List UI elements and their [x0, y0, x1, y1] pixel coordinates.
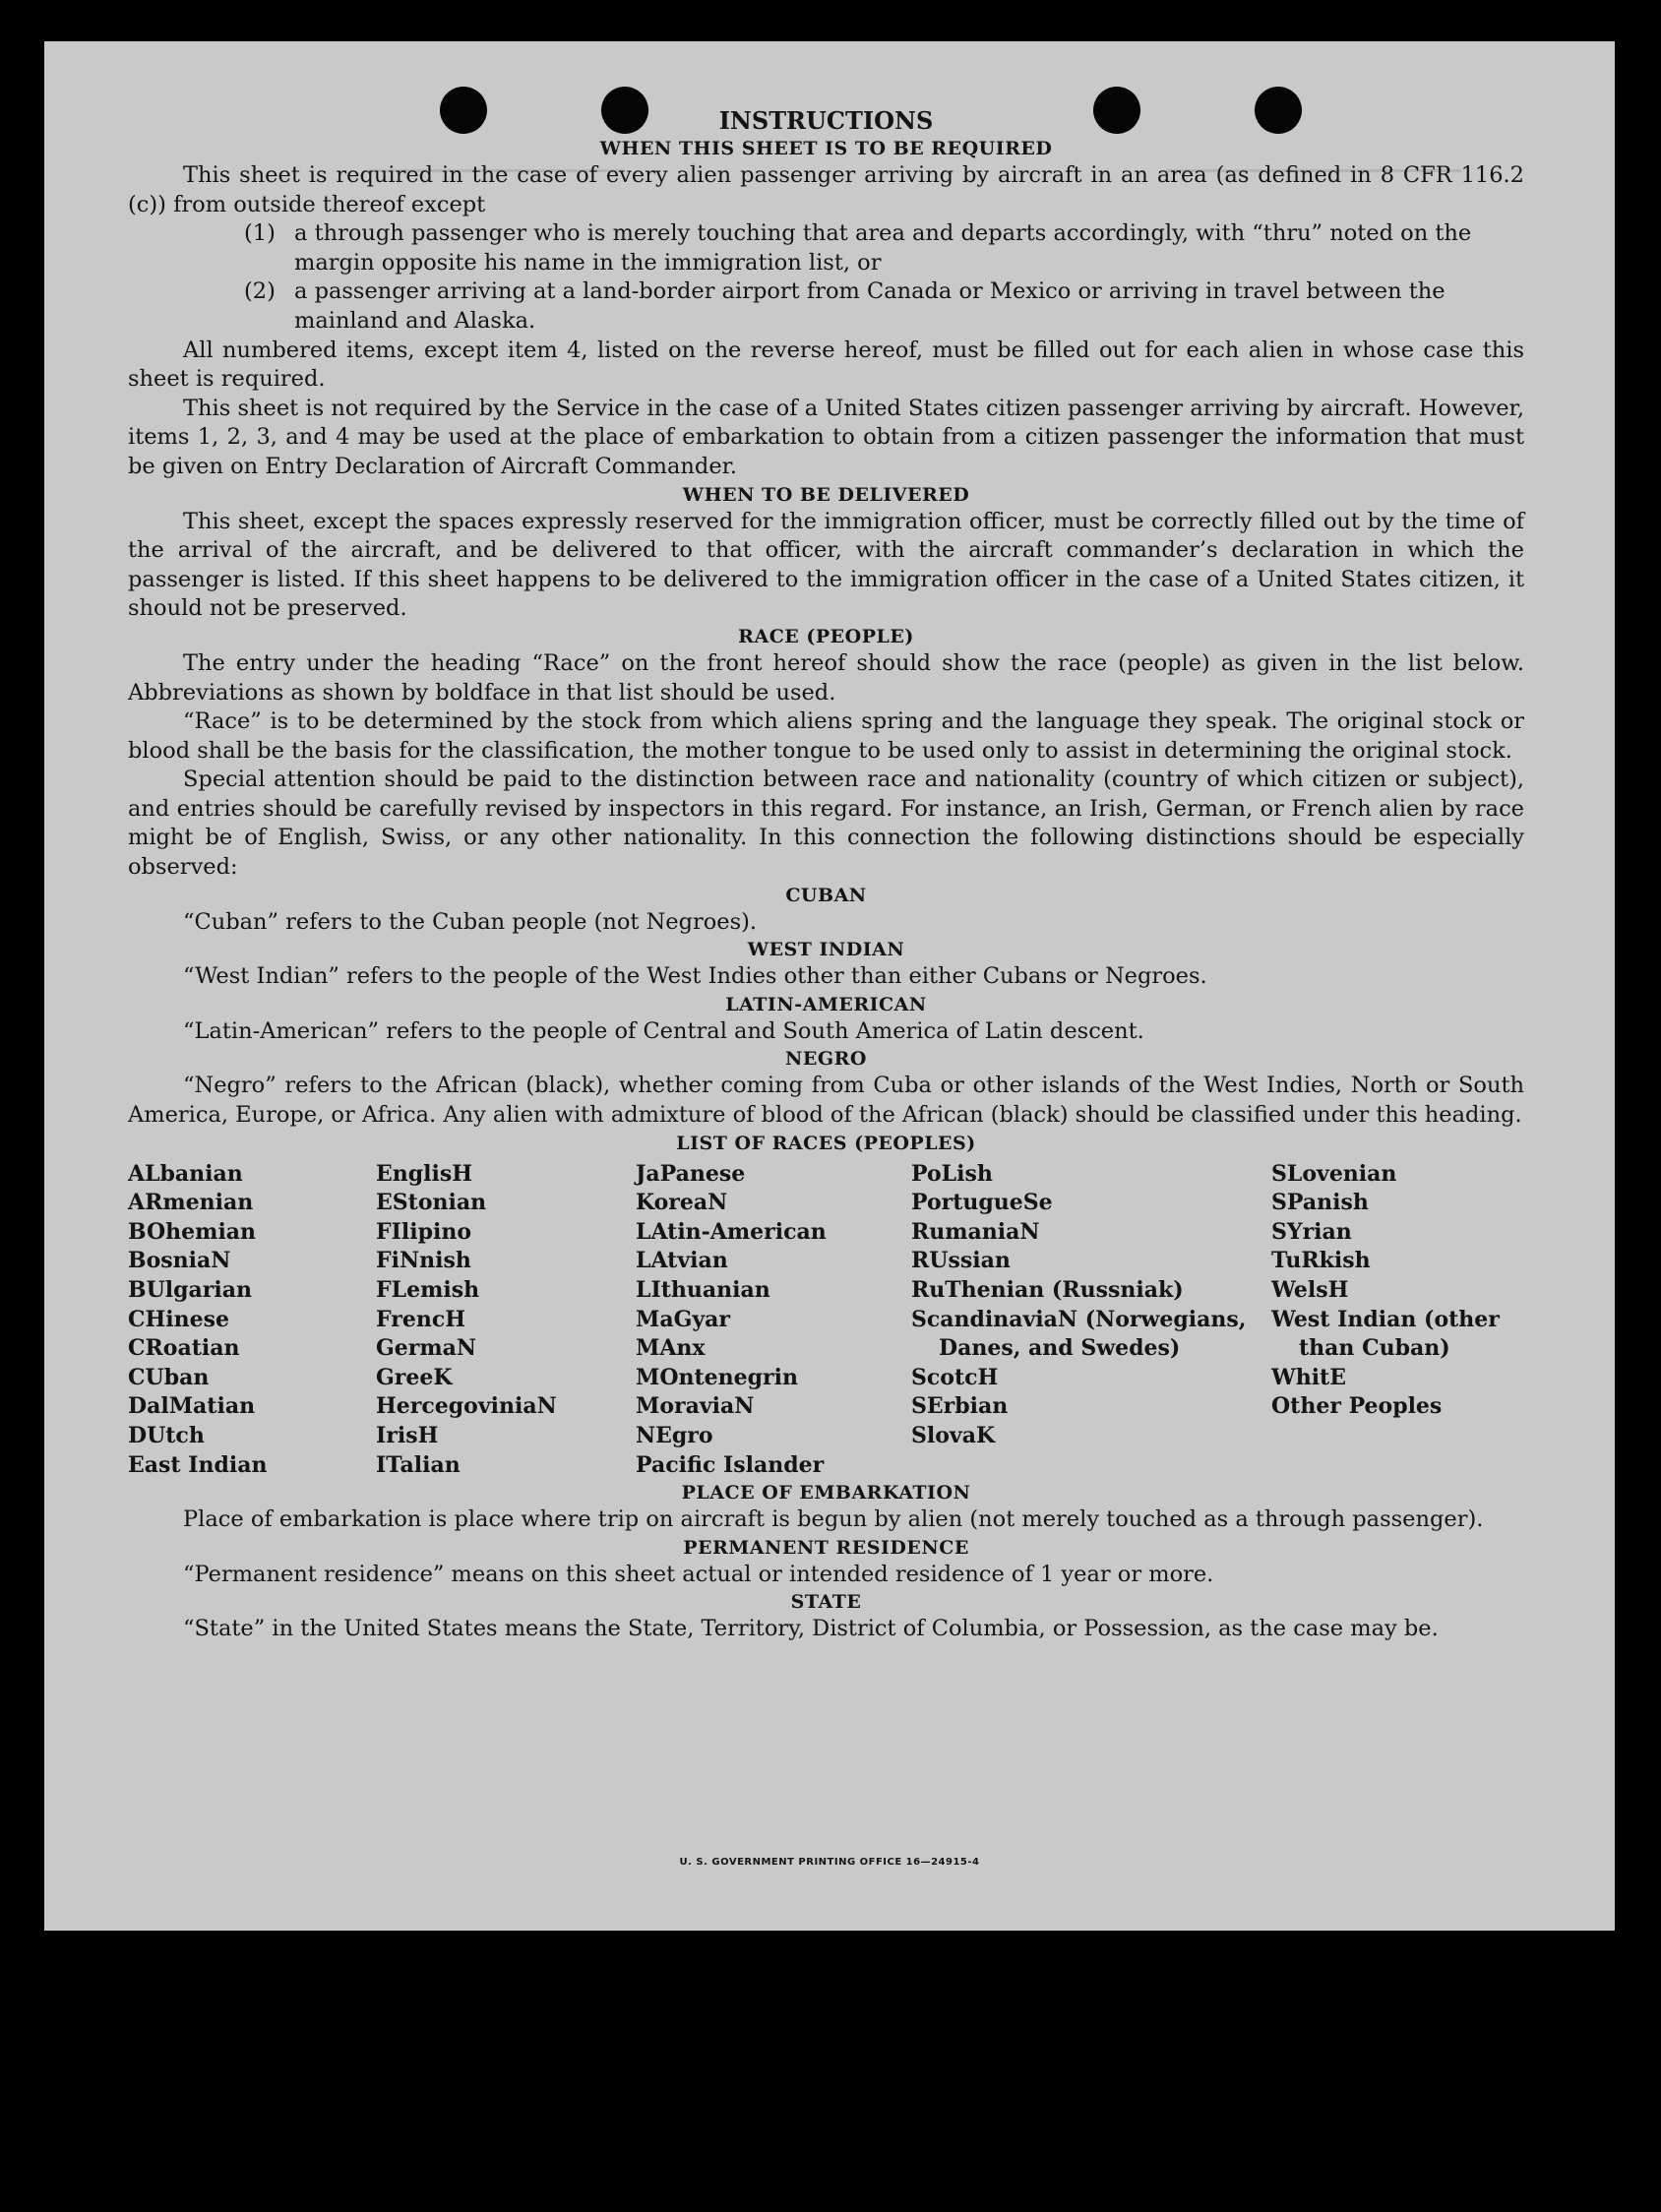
- exception-2-text: a passenger arriving at a land-border airport from Canada or Mexico or arriving in travel between the mainland and Alaska.: [294, 278, 1446, 334]
- race-paragraph-1: The entry under the heading “Race” on the front hereof should show the race (people) as given in the list below. Abbreviations as shown by boldface in that list should be used.: [128, 649, 1524, 706]
- race-list-item: PoLish: [911, 1160, 993, 1187]
- race-list-item: West Indian (other than Cuban): [1271, 1306, 1507, 1362]
- race-paragraph-3: Special attention should be paid to the distinction between race and nationality (country of which citizen or subject), and entries should be carefully revised by inspectors in this regard. For instance, an Irish, German, or French alien by race might be of English, Swiss, or any other nationality. In this connection the following distinctions should be especially observed:: [128, 767, 1524, 881]
- section-heading-negro: NEGRO: [785, 1048, 867, 1071]
- race-list-item: SlovaK: [911, 1422, 996, 1448]
- race-list-item: RuThenian (Russniak): [911, 1277, 1184, 1303]
- race-list-item: IrisH: [376, 1422, 439, 1448]
- race-list-item: WhitE: [1271, 1364, 1346, 1390]
- race-list-item: GreeK: [376, 1364, 453, 1390]
- race-list-item: EnglisH: [376, 1160, 473, 1187]
- race-list-item: CUban: [128, 1364, 210, 1390]
- exception-1-text: a through passenger who is merely touching that area and departs accordingly, with “thru” noted on the margin opposite his name in the immigration list, or: [294, 220, 1472, 276]
- exception-1-number: (1): [244, 220, 276, 247]
- race-column: [636, 1160, 911, 1481]
- race-list-item: PortugueSe: [911, 1190, 1053, 1216]
- race-list-item: MoraviaN: [636, 1393, 755, 1420]
- race-column: [128, 1160, 376, 1481]
- race-list-item: LAtin-American: [636, 1218, 827, 1245]
- race-list-item: KoreaN: [636, 1190, 728, 1216]
- race-list-item: Other Peoples: [1271, 1393, 1443, 1420]
- race-list-item: NEgro: [636, 1422, 713, 1448]
- required-paragraph-3: This sheet is not required by the Service in the case of a United States citizen passenger arriving by aircraft. However, items 1, 2, 3, and 4 may be used at the place of embarkation to obtain from a citizen passenger the information that must be given on Entry Declaration of Aircraft Commander.: [128, 395, 1524, 479]
- race-paragraph-2: “Race” is to be determined by the stock from which aliens spring and the language they speak. The original stock or blood shall be the basis for the classification, the mother tongue to be used only to assist in determining the original stock.: [128, 708, 1524, 764]
- required-paragraph-1: This sheet is required in the case of every alien passenger arriving by aircraft in an area (as defined in 8 CFR 116.2 (c)) from outside thereof except: [128, 162, 1524, 217]
- west-indian-paragraph: “West Indian” refers to the people of the West Indies other than either Cubans or Negroes.: [183, 963, 1207, 990]
- exception-2: [128, 277, 1524, 336]
- race-list-item: DUtch: [128, 1422, 205, 1448]
- section-heading-embarkation: PLACE OF EMBARKATION: [681, 1482, 971, 1505]
- race-list-item: MAnx: [636, 1335, 706, 1362]
- race-list-item: FIlipino: [376, 1218, 472, 1245]
- race-list-item: DalMatian: [128, 1393, 256, 1420]
- race-list-item: BUlgarian: [128, 1277, 252, 1303]
- race-list-item: MaGyar: [636, 1306, 731, 1332]
- residence-paragraph: “Permanent residence” means on this sheet actual or intended residence of 1 year or more.: [183, 1561, 1214, 1587]
- printer-imprint: U. S. GOVERNMENT PRINTING OFFICE 16—24915-4: [679, 1857, 980, 1868]
- embarkation-paragraph: Place of embarkation is place where trip on aircraft is begun by alien (not merely touched as a through passenger).: [183, 1506, 1484, 1533]
- race-list-item: ITalian: [376, 1451, 461, 1478]
- race-list-item: SLovenian: [1271, 1160, 1397, 1187]
- page-title: INSTRUCTIONS: [718, 106, 934, 135]
- section-heading-west-indian: WEST INDIAN: [747, 939, 905, 961]
- race-list-item: SYrian: [1271, 1218, 1352, 1245]
- race-list-item: ARmenian: [128, 1190, 254, 1216]
- race-list-item: LIthuanian: [636, 1277, 770, 1303]
- exception-1: [128, 219, 1524, 277]
- race-list-item: GermaN: [376, 1335, 477, 1362]
- race-list-item: FiNnish: [376, 1248, 471, 1274]
- race-list: [128, 1160, 1524, 1481]
- race-column: [376, 1160, 636, 1481]
- required-paragraph-2: All numbered items, except item 4, listed on the reverse hereof, must be filled out for each alien in whose case this sheet is required.: [128, 337, 1524, 393]
- race-list-item: RUssian: [911, 1248, 1011, 1274]
- instructions-body: [128, 106, 1524, 1644]
- race-list-item: Pacific Islander: [636, 1451, 825, 1478]
- document-sheet: [44, 41, 1615, 1931]
- race-list-item: SErbian: [911, 1393, 1009, 1420]
- section-heading-cuban: CUBAN: [785, 884, 867, 906]
- race-list-item: BOhemian: [128, 1218, 257, 1245]
- race-list-item: FrencH: [376, 1306, 465, 1332]
- section-heading-required: WHEN THIS SHEET IS TO BE REQUIRED: [599, 138, 1053, 159]
- negro-paragraph: “Negro” refers to the African (black), whether coming from Cuba or other islands of the West Indies, North or South America, Europe, or Africa. Any alien with admixture of blood of the African (black) should be classified under this heading.: [128, 1073, 1524, 1129]
- race-list-item: JaPanese: [636, 1160, 746, 1187]
- race-list-item: CHinese: [128, 1306, 230, 1332]
- section-heading-latin-american: LATIN-AMERICAN: [725, 993, 927, 1015]
- race-list-item: LAtvian: [636, 1248, 728, 1274]
- section-heading-state: STATE: [790, 1591, 862, 1614]
- race-list-item: HercegoviniaN: [376, 1393, 557, 1420]
- race-list-item: TuRkish: [1271, 1248, 1371, 1274]
- latin-american-paragraph: “Latin-American” refers to the people of Central and South America of Latin descent.: [183, 1017, 1144, 1044]
- race-list-item: East Indian: [128, 1451, 268, 1478]
- race-list-item: SPanish: [1271, 1190, 1369, 1216]
- race-list-item: FLemish: [376, 1277, 480, 1303]
- race-list-item: ALbanian: [128, 1160, 243, 1187]
- section-heading-delivered: WHEN TO BE DELIVERED: [682, 483, 970, 506]
- section-heading-list-of-races: LIST OF RACES (PEOPLES): [676, 1132, 976, 1154]
- race-list-item: WelsH: [1271, 1277, 1349, 1303]
- race-list-item: ScandinaviaN (Norwegians, Danes, and Swedes): [911, 1306, 1255, 1362]
- race-list-item: EStonian: [376, 1190, 487, 1216]
- exception-2-number: (2): [244, 278, 276, 305]
- race-list-item: BosniaN: [128, 1248, 231, 1274]
- delivered-paragraph: This sheet, except the spaces expressly reserved for the immigration officer, must be correctly filled out by the time of the arrival of the aircraft, and be delivered to that officer, with the aircraft commander’s declaration in which the passenger is listed. If this sheet happens to be delivered to the immigration officer in the case of a United States citizen, it should not be preserved.: [128, 508, 1524, 622]
- state-paragraph: “State” in the United States means the State, Territory, District of Columbia, or Possession, as the case may be.: [183, 1616, 1439, 1642]
- cuban-paragraph: “Cuban” refers to the Cuban people (not Negroes).: [183, 908, 758, 935]
- race-column: [911, 1160, 1271, 1481]
- race-column: [1271, 1160, 1524, 1481]
- section-heading-race: RACE (PEOPLE): [738, 625, 914, 647]
- race-list-item: MOntenegrin: [636, 1364, 798, 1390]
- race-list-item: ScotcH: [911, 1364, 999, 1390]
- race-list-item: RumaniaN: [911, 1218, 1040, 1245]
- section-heading-residence: PERMANENT RESIDENCE: [683, 1536, 969, 1559]
- race-list-item: CRoatian: [128, 1335, 240, 1362]
